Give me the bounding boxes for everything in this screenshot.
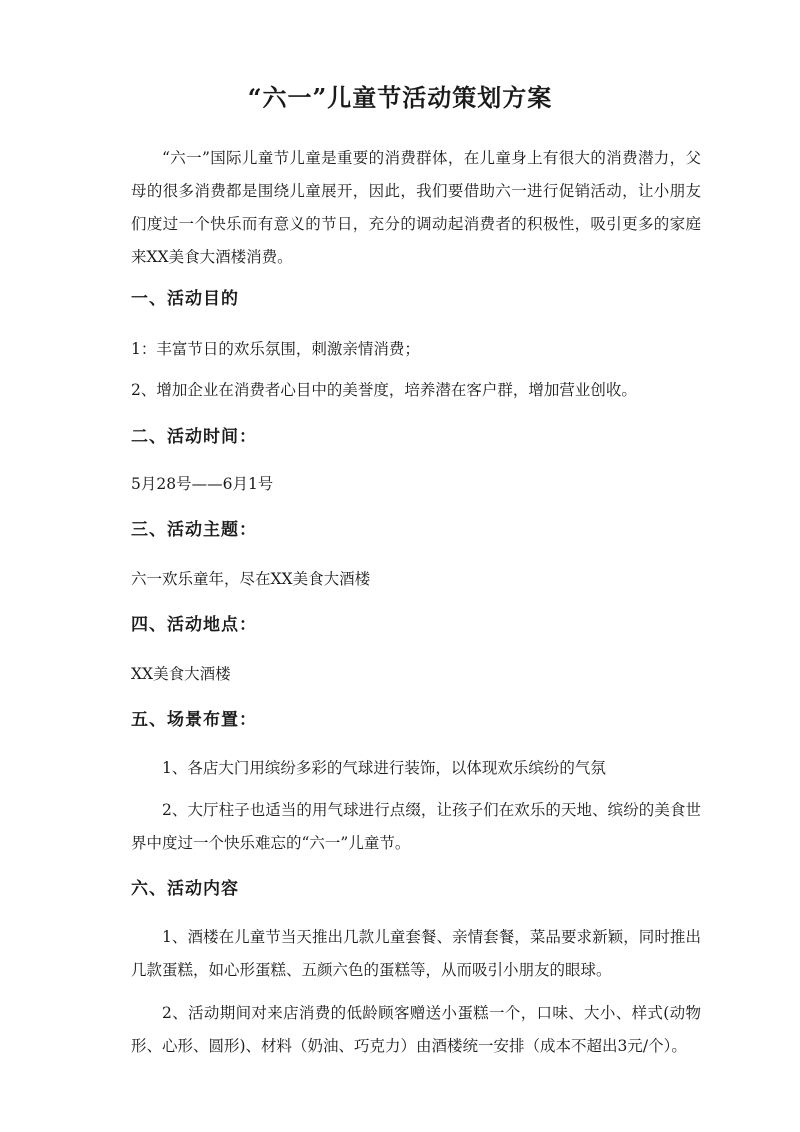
theme-text: 六一欢乐童年，尽在XX美食大酒楼 bbox=[131, 570, 371, 588]
heading-location: 四、活动地点： bbox=[131, 615, 257, 635]
time-text: 5月28号——6月1号 bbox=[131, 475, 274, 493]
intro-paragraph: “六一”国际儿童节儿童是重要的消费群体，在儿童身上有很大的消费潜力，父母的很多消费都是围绕儿童展开，因此，我们要借助六一进行促销活动，让小朋友们度过一个快乐而有意义的节日，充分的调动起消费者的积极性，吸引更多的家庭来XX美食大酒楼消费。 bbox=[131, 149, 701, 266]
decor-item-1: 1、各店大门用缤纷多彩的气球进行装饰，以体现欢乐缤纷的气氛 bbox=[162, 759, 606, 777]
location-text: XX美食大酒楼 bbox=[131, 665, 231, 683]
content-item-2: 2、活动期间对来店消费的低龄顾客赠送小蛋糕一个，口味、大小、样式(动物形、心形、圆形)、材料（奶油、巧克力）由酒楼统一安排（成本不超出3元/个）。 bbox=[131, 1004, 701, 1055]
heading-time: 二、活动时间： bbox=[131, 427, 257, 447]
content-item-1: 1、酒楼在儿童节当天推出几款儿童套餐、亲情套餐，菜品要求新颖，同时推出几款蛋糕，如心形蛋糕、五颜六色的蛋糕等，从而吸引小朋友的眼球。 bbox=[131, 928, 701, 979]
heading-theme: 三、活动主题： bbox=[131, 520, 257, 540]
heading-content: 六、活动内容 bbox=[131, 879, 239, 899]
heading-purpose: 一、活动目的 bbox=[131, 289, 239, 309]
purpose-item-1: 1：丰富节日的欢乐氛围，刺激亲情消费； bbox=[131, 340, 420, 358]
heading-decor: 五、场景布置： bbox=[131, 710, 257, 730]
decor-item-2: 2、大厅柱子也适当的用气球进行点缀，让孩子们在欢乐的天地、缤纷的美食世界中度过一个快乐难忘的“六一”儿童节。 bbox=[131, 801, 701, 852]
purpose-item-2: 2、增加企业在消费者心目中的美誉度，培养潜在客户群，增加营业创收。 bbox=[131, 381, 637, 399]
document-title: “六一”儿童节活动策划方案 bbox=[247, 83, 553, 112]
